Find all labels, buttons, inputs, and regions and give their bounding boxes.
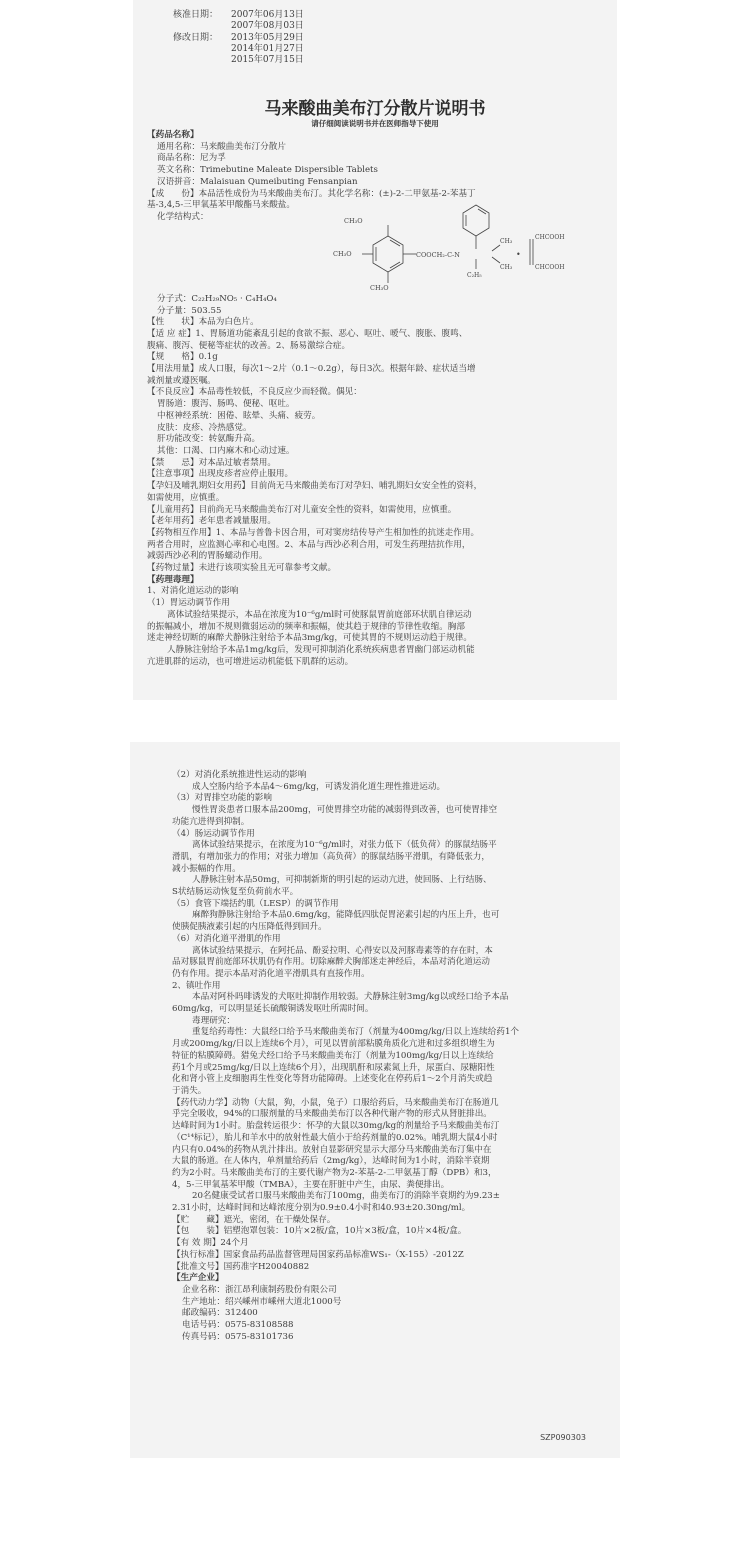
- text-line: 通用名称：马来酸曲美布汀分散片: [157, 141, 286, 152]
- section-heading: 【药理毒理】: [147, 574, 199, 585]
- text-line: 商品名称：尼为孚: [157, 153, 226, 164]
- text-line: 【药代动力学】动物（大鼠，狗，小鼠，兔子）口服给药后，马来酸曲美布汀在肠道几: [172, 1097, 499, 1108]
- text-line: 如需使用，应慎重。: [147, 492, 225, 503]
- text-line: （3）对胃排空功能的影响: [172, 793, 272, 804]
- text-line: 离体试验结果提示，在阿托品、酚妥拉明、心得安以及河豚毒素等的存在时，本: [192, 945, 493, 956]
- text-line: （1）胃运动调节作用: [147, 598, 230, 609]
- acid-label: CHCOOH: [535, 234, 565, 241]
- text-line: 离体试验结果提示，本品在浓度为10⁻⁶g/ml时可使豚鼠胃前庭部环状肌自律运动: [167, 609, 472, 620]
- date-label: [173, 44, 231, 55]
- text-line: S状结肠运动恢复至负荷前水平。: [172, 887, 299, 898]
- text-line: 麻醉狗静脉注射给予本品0.6mg/kg，能降低四肽促胃泌素引起的内压上升，也可: [192, 910, 500, 921]
- text-line: 电话号码：0575-83108588: [182, 1320, 294, 1331]
- methoxy-label: CH₃O: [344, 217, 363, 225]
- text-line: 减小振幅的作用。: [172, 863, 241, 874]
- text-line: 达峰时间为1小时。胎盘转运很少：怀孕的大鼠以30mg/kg的剂量给予马来酸曲美布汀: [172, 1121, 500, 1132]
- date-label: 核准日期：: [173, 10, 219, 20]
- text-line: （4）肠运动调节作用: [172, 828, 255, 839]
- text-line: 邮政编码：312400: [182, 1308, 258, 1319]
- text-line: 4，5-三甲氧基苯甲酸（TMBA），主要在肝脏中产生，由尿、粪便排出。: [172, 1179, 450, 1190]
- acid-label: CHCOOH: [535, 264, 565, 271]
- methoxy-label: CH₃O: [333, 250, 352, 258]
- methoxy-label: CH₃O: [370, 284, 389, 292]
- salt-dot: •: [516, 250, 521, 259]
- text-line: 月或200mg/kg/日以上连续6个月），可见以胃前部粘膜角质化亢进和过多组织增生为: [172, 1039, 495, 1050]
- text-line: 品对豚鼠胃前庭部环状肌仍有作用。切除麻醉犬胸部迷走神经后，本品对消化道运动: [172, 957, 490, 968]
- text-line: 【禁 忌】对本品过敏者禁用。: [147, 457, 276, 468]
- date-value: 2013年05月29日: [231, 32, 304, 43]
- text-line: 基-3,4,5-三甲氧基苯甲酸酯马来酸盐。: [147, 200, 295, 211]
- text-line: 重复给药毒性：大鼠经口给予马来酸曲美布汀（剂量为400mg/kg/日以上连续给药1个: [192, 1027, 520, 1038]
- text-line: 两者合用时，应监测心率和心电图。2、本品与西沙必利合用，可发生药理拮抗作用，: [147, 539, 471, 550]
- text-line: 【包 装】铝塑泡罩包装：10片×2板/盒，10片×3板/盒，10片×4板/盒。: [172, 1226, 467, 1237]
- text-line: 【用法用量】成人口服，每次1～2片（0.1～0.2g），每日3次。根据年龄、症状适当增: [147, 364, 476, 375]
- text-line: （2）对消化系统推进性运动的影响: [172, 770, 307, 780]
- text-line: 功能亢进得到抑制。: [172, 816, 250, 827]
- text-line: 【适 应 症】1、胃肠道功能紊乱引起的食欲不振、恶心、呕吐、嗳气、腹胀、腹鸣、: [147, 328, 468, 339]
- date-label: [173, 55, 231, 66]
- benzene-ring: [373, 236, 403, 272]
- text-line: 【儿童用药】目前尚无马来酸曲美布汀对儿童安全性的资料，如需使用，应慎重。: [147, 504, 457, 515]
- text-line: 迷走神经切断的麻醉犬静脉注射给予本品3mg/kg，可使其胃的不规则运动趋于规律。: [147, 633, 472, 644]
- text-line: 人静脉注射本品50mg，可抑制新斯的明引起的运动亢进，使回肠、上行结肠、: [192, 875, 492, 886]
- text-line: 中枢神经系统：困倦、眩晕、头痛、疲劳。: [157, 410, 321, 421]
- text-line: 减剂量或遵医嘱。: [147, 375, 216, 386]
- section-heading: 【生产企业】: [172, 1273, 224, 1284]
- text-line: 【注意事项】出现皮疹者应停止服用。: [147, 469, 294, 480]
- section-heading: 【药品名称】: [147, 130, 199, 140]
- text-line: 【有 效 期】24个月: [172, 1238, 249, 1249]
- text-line: 化学结构式：: [157, 211, 209, 222]
- text-line: 肝功能改变：转氨酶升高。: [157, 434, 261, 445]
- text-line: 大鼠的肠道。在人体内，单剂量给药后（2mg/kg），达峰时间为1小时，消除半衰期: [172, 1156, 490, 1167]
- text-line: 药1个月或25mg/kg/日以上连续6个月），出现肌酐和尿素氮上升，尿蛋白、尿糖阳性: [172, 1062, 495, 1073]
- phenyl-ring: [463, 205, 489, 236]
- page2-text: [172, 770, 612, 1343]
- text-line: 减弱西沙必利的胃肠蠕动作用。: [147, 551, 268, 562]
- text-line: 本品对阿朴吗啡诱发的犬呕吐抑制作用较弱。犬静脉注射3mg/kg以或经口给予本品: [192, 992, 509, 1003]
- text-line: 胃肠道：腹泻、肠鸣、便秘、呕吐。: [157, 399, 295, 410]
- chemical-structure: [328, 203, 568, 293]
- text-line: 分子式：C₂₂H₂₉NO₅ · C₄H₄O₄: [157, 293, 277, 304]
- text-line: 汉语拼音：Malaisuan Qumeibuting Fensanpian: [157, 176, 358, 187]
- leaflet-page-1: [133, 0, 617, 700]
- text-line: 英文名称：Trimebutine Maleate Dispersible Tablets: [157, 165, 378, 176]
- text-line: 滑肌，有增加张力的作用；对张力增加（高负荷）的豚鼠结肠平滑肌，有降低张力，: [172, 851, 490, 862]
- document-subtitle: 请仔细阅读说明书并在医师指导下使用: [311, 119, 439, 128]
- date-value: 2015年07月15日: [231, 55, 304, 66]
- text-line: （5）食管下端括约肌（LESP）的调节作用: [172, 898, 339, 909]
- date-value: 2014年01月27日: [231, 43, 304, 54]
- text-line: 【批准文号】国药准字H20040882: [172, 1261, 310, 1272]
- text-line: 特征的粘膜障碍。猎兔犬经口给予马来酸曲美布汀（剂量为100mg/kg/日以上连续给: [172, 1050, 494, 1061]
- text-line: 【性 状】本品为白色片。: [147, 317, 259, 328]
- text-line: 约为2小时。马来酸曲美布汀的主要代谢产物为2-苯基-2-二甲氨基丁醇（DPB）和3，: [172, 1167, 497, 1178]
- text-line: （C¹⁴标记），胎儿和羊水中的放射性最大值小于给药剂量的0.02%。哺乳期大鼠4小时: [172, 1132, 498, 1143]
- text-line: 【成 份】本品活性成份为马来酸曲美布汀。其化学名称：(±)-2-二甲氨基-2-苯基丁: [147, 188, 476, 199]
- date-value: 2007年06月13日: [231, 10, 304, 20]
- text-line: 【药物过量】未进行该项实验且无可靠参考文献。: [147, 563, 337, 574]
- document-code: SZP090303: [540, 1433, 586, 1442]
- text-line: 2、镇吐作用: [172, 980, 221, 991]
- ethyl-label: C₂H₅: [467, 272, 482, 279]
- approval-dates: [173, 10, 304, 66]
- methyl-label: CH₃: [500, 238, 513, 245]
- text-line: 离体试验结果提示，在浓度为10⁻⁶g/ml时，对张力低下（低负荷）的豚鼠结肠平: [192, 840, 497, 851]
- text-line: 【规 格】0.1g: [147, 352, 218, 363]
- text-line: 生产地址：绍兴嵊州市嵊州大道北1000号: [182, 1296, 342, 1307]
- text-line: 慢性胃炎患者口服本品200mg，可使胃排空功能的减弱得到改善，也可使胃排空: [192, 805, 498, 816]
- text-line: 分子量：503.55: [157, 305, 222, 316]
- text-line: 1、对消化道运动的影响: [147, 586, 239, 597]
- text-line: 的振幅减小，增加不规则微弱运动的频率和振幅，使其趋于规律的节律性收缩。胸部: [147, 621, 465, 632]
- date-label: [173, 21, 231, 32]
- text-line: 腹痛、腹泻、便秘等症状的改善。2、肠易激综合症。: [147, 340, 351, 351]
- text-line: 20名健康受试者口服马来酸曲美布汀100mg，曲美布汀的消除半衰期约为9.23±: [192, 1191, 500, 1202]
- text-line: 60mg/kg，可以明显延长硫酸铜诱发呕吐所需时间。: [172, 1004, 374, 1015]
- date-value: 2007年08月03日: [231, 21, 304, 32]
- text-line: 毒理研究：: [192, 1015, 235, 1026]
- text-line: 其他：口渴、口内麻木和心动过速。: [157, 445, 295, 456]
- text-line: （6）对消化道平滑肌的作用: [172, 933, 281, 944]
- text-line: 于消失。: [172, 1085, 207, 1096]
- date-label: 修改日期：: [173, 32, 219, 43]
- ester-label: COOCH₂-C-N: [416, 251, 460, 259]
- text-line: 亢进肌群的运动，也可增进运动机能低下肌群的运动。: [147, 656, 354, 667]
- text-line: 人静脉注射给予本品1mg/kg后，发现可抑制消化系统疾病患者胃幽门部运动机能: [167, 644, 475, 655]
- text-line: 皮肤：皮疹、冷热感觉。: [157, 422, 252, 433]
- text-line: 【贮 藏】遮光，密闭，在干燥处保存。: [172, 1214, 336, 1225]
- text-line: 【执行标准】国家食品药品监督管理局国家药品标准WS₁-（X-155）-2012Z: [172, 1249, 464, 1260]
- text-line: 【孕妇及哺乳期妇女用药】目前尚无马来酸曲美布汀对孕妇、哺乳期妇女安全性的资料，: [147, 481, 483, 492]
- text-line: 2.31小时，达峰时间和达峰浓度分别为0.9±0.4小时和40.93±20.30ng/ml。: [172, 1203, 471, 1214]
- text-line: 企业名称：浙江昂利康制药股份有限公司: [182, 1284, 337, 1295]
- text-line: 乎完全吸收，94%的口服剂量的马来酸曲美布汀以各种代谢产物的形式从肾脏排出。: [172, 1109, 492, 1120]
- text-line: 使胰促胰液素引起的内压降低得到回升。: [172, 922, 327, 933]
- text-line: 仍有作用。提示本品对消化道平滑肌具有直接作用。: [172, 968, 370, 979]
- text-line: 内只有0.04%的药物从乳汁排出。放射自显影研究显示大部分马来酸曲美布汀集中在: [172, 1144, 492, 1155]
- text-line: 【药物相互作用】1、本品与普鲁卡因合用，可对窦房结传导产生相加性的抗迷走作用。: [147, 527, 480, 538]
- text-line: 化和肾小管上皮细胞再生性变化等肾功能障碍。上述变化在停药后1～2个月消失或趋: [172, 1074, 493, 1085]
- methyl-label: CH₃: [500, 264, 513, 271]
- text-line: 【不良反应】本品毒性较低，不良反应少而轻微。偶见：: [147, 387, 362, 398]
- leaflet-page-2: [130, 742, 620, 1458]
- text-line: 成人空肠内给予本品4～6mg/kg，可诱发消化道生理性推进运动。: [192, 781, 446, 792]
- text-line: 【老年用药】老年患者减量服用。: [147, 516, 276, 527]
- text-line: 传真号码：0575-83101736: [182, 1331, 294, 1342]
- document-title: 马来酸曲美布汀分散片说明书: [264, 99, 486, 119]
